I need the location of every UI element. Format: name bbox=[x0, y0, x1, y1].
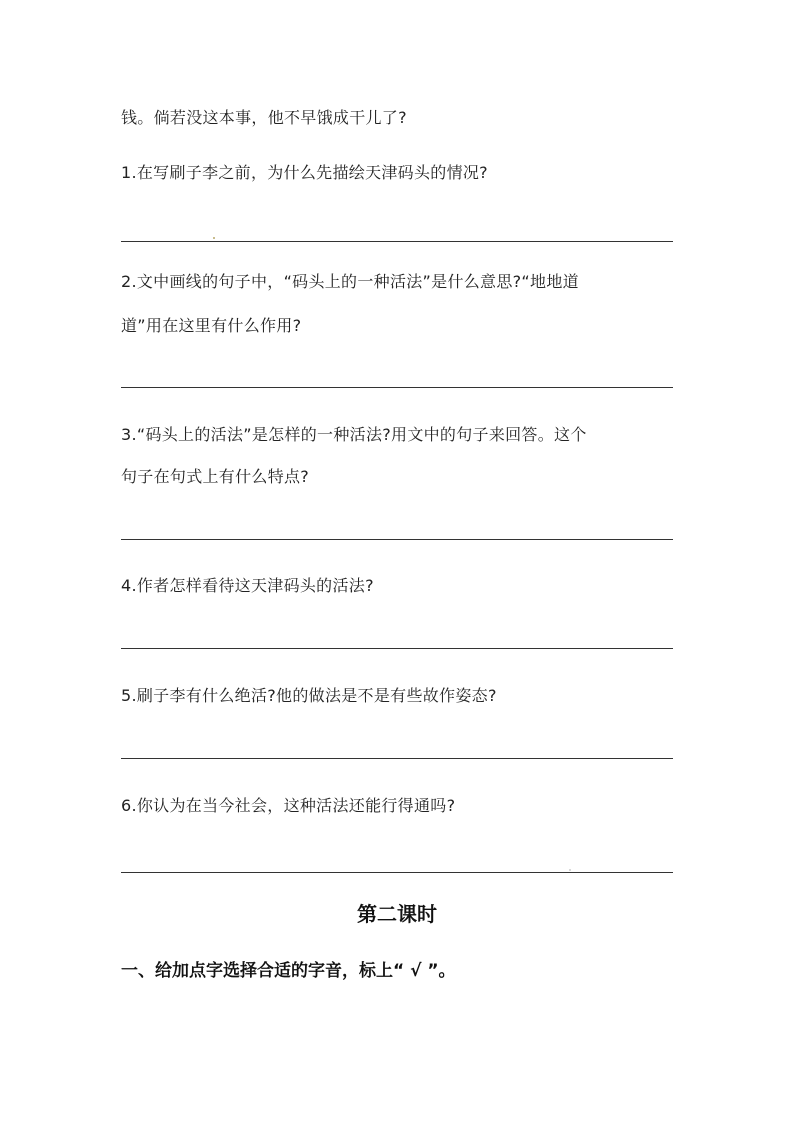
exercise-heading: 一、给加点字选择合适的字音，标上“ √ ”。 bbox=[121, 961, 456, 981]
question-2-line-1: 2.文中画线的句子中，“码头上的一种活法”是什么意思?“地地道 bbox=[121, 272, 579, 291]
question-1: 1.在写刷子李之前，为什么先描绘天津码头的情况? bbox=[121, 163, 488, 182]
speck-mark bbox=[569, 869, 571, 871]
question-3-line-1: 3.“码头上的活法”是怎样的一种活法?用文中的句子来回答。这个 bbox=[121, 425, 587, 444]
answer-line-2[interactable] bbox=[121, 387, 673, 388]
question-5: 5.刷子李有什么绝活?他的做法是不是有些故作姿态? bbox=[121, 686, 497, 705]
section-title: 第二课时 bbox=[357, 902, 437, 926]
answer-line-1[interactable] bbox=[121, 241, 673, 242]
answer-line-6[interactable] bbox=[121, 872, 673, 873]
answer-line-3[interactable] bbox=[121, 539, 673, 540]
question-2-line-2: 道”用在这里有什么作用? bbox=[121, 316, 302, 335]
question-3-line-2: 句子在句式上有什么特点? bbox=[121, 467, 310, 486]
speck-mark bbox=[213, 237, 215, 239]
answer-line-5[interactable] bbox=[121, 758, 673, 759]
question-6: 6.你认为在当今社会，这种活法还能行得通吗? bbox=[121, 796, 456, 815]
passage-tail: 钱。倘若没这本事，他不早饿成干儿了? bbox=[121, 108, 407, 127]
question-4: 4.作者怎样看待这天津码头的活法? bbox=[121, 576, 374, 595]
answer-line-4[interactable] bbox=[121, 648, 673, 649]
